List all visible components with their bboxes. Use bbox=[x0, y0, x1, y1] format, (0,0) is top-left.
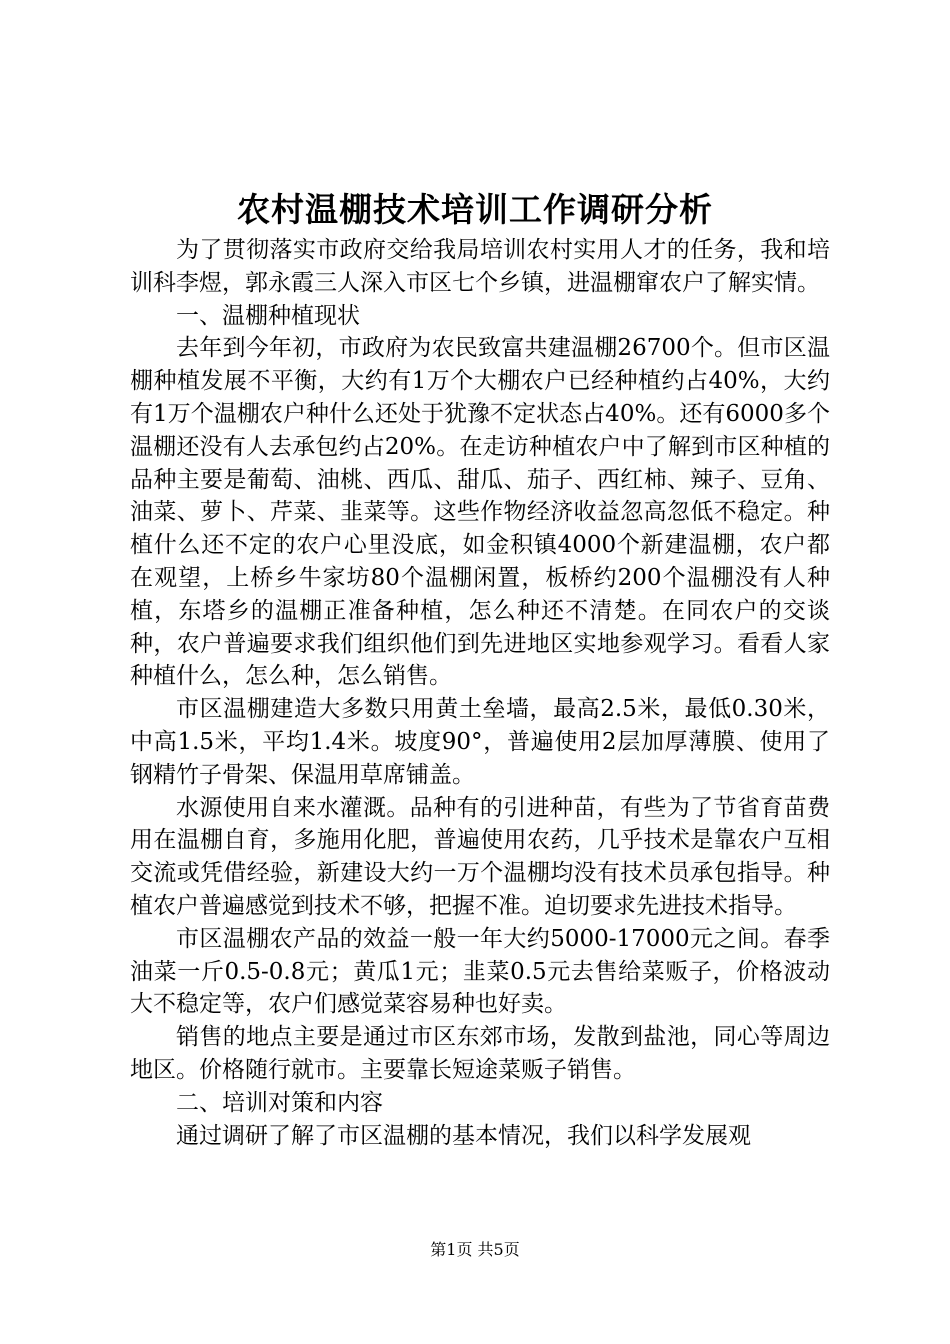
paragraph-income: 市区温棚农产品的效益一般一年大约5000-17000元之间。春季油菜一斤0.5-0.8元；黄瓜1元；韭菜0.5元去售给菜贩子，价格波动大不稳定等，农户们感觉菜容易种也好卖。 bbox=[130, 925, 830, 1018]
paragraph-construction: 市区温棚建造大多数只用黄土垒墙，最高2.5米，最低0.30米，中高1.5米，平均1.4米。坡度90°，普遍使用2层加厚薄膜、使用了钢精竹子骨架、保温用草席铺盖。 bbox=[130, 696, 830, 788]
page-footer: 第1页 共5页 bbox=[430, 1240, 520, 1259]
paragraph-strategy: 通过调研了解了市区温棚的基本情况，我们以科学发展观 bbox=[176, 1122, 751, 1149]
paragraph-water: 水源使用自来水灌溉。品种有的引进种苗，有些为了节省育苗费用在温棚自育，多施用化肥，普遍使用农药，几乎技术是靠农户互相交流或凭借经验，新建设大约一万个温棚均没有技术员承包指导。种植农户普遍感觉到技术不够，把握不准。迫切要求先进技术指导。 bbox=[130, 794, 830, 919]
document-body bbox=[130, 234, 830, 1152]
paragraph-status: 去年到今年初，市政府为农民致富共建温棚26700个。但市区温棚种植发展不平衡，大约有1万个大棚农户已经种植约占40%，大约有1万个温棚农户种什么还处于犹豫不定状态占40%。还有6000多个温棚还没有人去承包约占20%。在走访种植农户中了解到市区种植的品种主要是葡萄、油桃、西瓜、甜瓜、茄子、西红柿、辣子、豆角、油菜、萝卜、芹菜、韭菜等。这些作物经济收益忽高忽低不稳定。种植什么还不定的农户心里没底，如金积镇4000个新建温棚，农户都在观望，上桥乡牛家坊80个温棚闲置，板桥约200个温棚没有人种植，东塔乡的温棚正准备种植，怎么种还不清楚。在同农户的交谈种，农户普遍要求我们组织他们到先进地区实地参观学习。看看人家种植什么，怎么种，怎么销售。 bbox=[130, 335, 830, 690]
paragraph-intro: 为了贯彻落实市政府交给我局培训农村实用人才的任务，我和培训科李煜，郭永霞三人深入市区七个乡镇，进温棚窜农户了解实情。 bbox=[130, 237, 830, 296]
paragraph-sales: 销售的地点主要是通过市区东郊市场，发散到盐池，同心等周边地区。价格随行就市。主要靠长短途菜贩子销售。 bbox=[130, 1024, 830, 1083]
document-title: 农村温棚技术培训工作调研分析 bbox=[237, 190, 713, 229]
section-heading-1: 一、温棚种植现状 bbox=[176, 302, 360, 329]
section-heading-2: 二、培训对策和内容 bbox=[176, 1089, 383, 1116]
